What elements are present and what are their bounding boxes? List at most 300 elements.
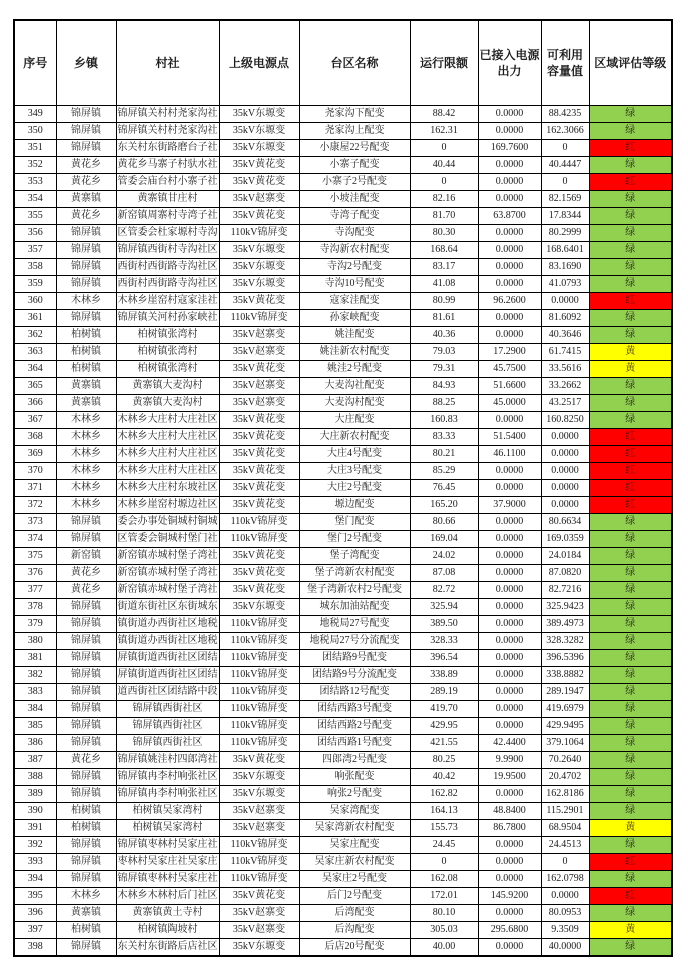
- table-row: [14, 531, 672, 548]
- cell-available-capacity: 9.3509: [541, 922, 589, 939]
- cell-operating-limit: 88.25: [410, 395, 478, 412]
- cell-station-name: 堡门2号配变: [299, 531, 410, 548]
- cell-station-name: 塬边配变: [299, 497, 410, 514]
- cell-upstream-source: 110kV锦屏变: [219, 701, 299, 718]
- cell-available-capacity: 40.0000: [541, 939, 589, 957]
- cell-available-capacity: 40.4447: [541, 157, 589, 174]
- cell-available-capacity: 0: [541, 854, 589, 871]
- cell-upstream-source: 35kV赵寨变: [219, 820, 299, 837]
- cell-village: 屏镇街道西街社区团结: [116, 650, 219, 667]
- cell-station-name: 寇家洼配变: [299, 293, 410, 310]
- cell-available-capacity: 0.0000: [541, 497, 589, 514]
- cell-rating-badge: 红: [589, 174, 672, 191]
- table-row: [14, 310, 672, 327]
- cell-station-name: 地税局27号配变: [299, 616, 410, 633]
- cell-upstream-source: 35kV赵寨变: [219, 905, 299, 922]
- cell-upstream-source: 35kV东塬变: [219, 939, 299, 957]
- cell-rating-badge: 红: [589, 480, 672, 497]
- cell-operating-limit: 84.93: [410, 378, 478, 395]
- cell-available-capacity: 115.2901: [541, 803, 589, 820]
- cell-connected-output: 0.0000: [478, 786, 541, 803]
- cell-available-capacity: 0.0000: [541, 480, 589, 497]
- table-row: [14, 616, 672, 633]
- cell-operating-limit: 162.82: [410, 786, 478, 803]
- cell-available-capacity: 162.3066: [541, 123, 589, 140]
- cell-station-name: 堡子湾新农村配变: [299, 565, 410, 582]
- cell-available-capacity: 389.4973: [541, 616, 589, 633]
- cell-village: 柏树镇张湾村: [116, 344, 219, 361]
- cell-connected-output: 0.0000: [478, 174, 541, 191]
- cell-village: 新窑镇周寨村寺湾子社: [116, 208, 219, 225]
- table-row: [14, 293, 672, 310]
- cell-upstream-source: 35kV黄花变: [219, 497, 299, 514]
- cell-upstream-source: 35kV赵寨变: [219, 344, 299, 361]
- col-header-upstream-source: 上级电源点: [219, 20, 299, 106]
- cell-connected-output: 0.0000: [478, 718, 541, 735]
- cell-station-name: 堡子湾新农村2号配变: [299, 582, 410, 599]
- cell-upstream-source: 35kV赵寨变: [219, 191, 299, 208]
- cell-serial: 395: [14, 888, 56, 905]
- cell-connected-output: 0.0000: [478, 548, 541, 565]
- cell-rating-badge: 绿: [589, 582, 672, 599]
- table-row: [14, 565, 672, 582]
- cell-station-name: 团结西路1号配变: [299, 735, 410, 752]
- cell-rating-badge: 绿: [589, 939, 672, 957]
- cell-available-capacity: 70.2640: [541, 752, 589, 769]
- cell-rating-badge: 绿: [589, 548, 672, 565]
- cell-upstream-source: 35kV东塬变: [219, 259, 299, 276]
- table-row: [14, 820, 672, 837]
- cell-station-name: 大庄配变: [299, 412, 410, 429]
- cell-serial: 391: [14, 820, 56, 837]
- cell-available-capacity: 68.9504: [541, 820, 589, 837]
- cell-serial: 378: [14, 599, 56, 616]
- cell-serial: 380: [14, 633, 56, 650]
- cell-operating-limit: 85.29: [410, 463, 478, 480]
- cell-station-name: 大麦沟村配变: [299, 395, 410, 412]
- cell-rating-badge: 绿: [589, 395, 672, 412]
- cell-township: 锦屏镇: [56, 259, 116, 276]
- cell-available-capacity: 396.5396: [541, 650, 589, 667]
- cell-village: 东关村东街路后店社区: [116, 939, 219, 957]
- cell-rating-badge: 红: [589, 446, 672, 463]
- cell-operating-limit: 80.66: [410, 514, 478, 531]
- cell-available-capacity: 289.1947: [541, 684, 589, 701]
- cell-upstream-source: 110kV锦屏变: [219, 633, 299, 650]
- cell-available-capacity: 33.5616: [541, 361, 589, 378]
- cell-available-capacity: 43.2517: [541, 395, 589, 412]
- cell-operating-limit: 169.04: [410, 531, 478, 548]
- cell-serial: 389: [14, 786, 56, 803]
- cell-station-name: 孙家峡配变: [299, 310, 410, 327]
- cell-village: 锦屏镇西街村寺沟社区: [116, 242, 219, 259]
- cell-upstream-source: 35kV东塬变: [219, 786, 299, 803]
- cell-township: 新窑镇: [56, 548, 116, 565]
- cell-connected-output: 51.5400: [478, 429, 541, 446]
- cell-township: 锦屏镇: [56, 242, 116, 259]
- cell-serial: 360: [14, 293, 56, 310]
- cell-station-name: 吴家湾配变: [299, 803, 410, 820]
- cell-village: 锦屏镇关村村尧家沟社: [116, 123, 219, 140]
- cell-operating-limit: 328.33: [410, 633, 478, 650]
- table-row: [14, 922, 672, 939]
- cell-available-capacity: 80.2999: [541, 225, 589, 242]
- cell-available-capacity: 82.1569: [541, 191, 589, 208]
- cell-township: 锦屏镇: [56, 599, 116, 616]
- cell-operating-limit: 338.89: [410, 667, 478, 684]
- cell-upstream-source: 35kV东塬变: [219, 769, 299, 786]
- cell-village: 木林乡崖窑村寇家洼社: [116, 293, 219, 310]
- cell-station-name: 堡子湾配变: [299, 548, 410, 565]
- table-row: [14, 395, 672, 412]
- cell-rating-badge: 绿: [589, 667, 672, 684]
- cell-serial: 398: [14, 939, 56, 957]
- cell-rating-badge: 绿: [589, 803, 672, 820]
- cell-upstream-source: 35kV黄花变: [219, 157, 299, 174]
- cell-available-capacity: 169.0359: [541, 531, 589, 548]
- cell-station-name: 尧家沟下配变: [299, 106, 410, 123]
- table-row: [14, 854, 672, 871]
- cell-connected-output: 0.0000: [478, 633, 541, 650]
- cell-rating-badge: 绿: [589, 565, 672, 582]
- cell-village: 镇街道办西街社区地税: [116, 633, 219, 650]
- cell-station-name: 吴家庄配变: [299, 837, 410, 854]
- cell-connected-output: 46.1100: [478, 446, 541, 463]
- cell-rating-badge: 绿: [589, 378, 672, 395]
- cell-upstream-source: 35kV东塬变: [219, 140, 299, 157]
- cell-rating-badge: 黄: [589, 344, 672, 361]
- table-row: [14, 888, 672, 905]
- cell-upstream-source: 35kV赵寨变: [219, 378, 299, 395]
- cell-station-name: 吴家庄2号配变: [299, 871, 410, 888]
- cell-connected-output: 96.2600: [478, 293, 541, 310]
- cell-rating-badge: 绿: [589, 633, 672, 650]
- cell-village: 柏树镇张湾村: [116, 361, 219, 378]
- cell-available-capacity: 40.3646: [541, 327, 589, 344]
- cell-rating-badge: 绿: [589, 259, 672, 276]
- cell-operating-limit: 0: [410, 174, 478, 191]
- cell-available-capacity: 83.1690: [541, 259, 589, 276]
- cell-operating-limit: 83.17: [410, 259, 478, 276]
- cell-connected-output: 0.0000: [478, 599, 541, 616]
- cell-village: 木林乡大庄村大庄社区: [116, 446, 219, 463]
- cell-serial: 377: [14, 582, 56, 599]
- col-header-village: 村社: [116, 20, 219, 106]
- cell-township: 锦屏镇: [56, 769, 116, 786]
- cell-upstream-source: 110kV锦屏变: [219, 310, 299, 327]
- cell-connected-output: 0.0000: [478, 582, 541, 599]
- cell-serial: 366: [14, 395, 56, 412]
- capacity-table-sheet: [13, 19, 673, 957]
- cell-serial: 394: [14, 871, 56, 888]
- cell-village: 区管委会铜城村堡门社: [116, 531, 219, 548]
- cell-village: 锦屏镇西街社区: [116, 701, 219, 718]
- cell-serial: 361: [14, 310, 56, 327]
- cell-available-capacity: 82.7216: [541, 582, 589, 599]
- cell-operating-limit: 172.01: [410, 888, 478, 905]
- table-row: [14, 106, 672, 123]
- table-row: [14, 208, 672, 225]
- cell-village: 道西街社区团结路中段: [116, 684, 219, 701]
- cell-township: 锦屏镇: [56, 140, 116, 157]
- cell-upstream-source: 35kV黄花变: [219, 548, 299, 565]
- cell-serial: 363: [14, 344, 56, 361]
- cell-serial: 359: [14, 276, 56, 293]
- cell-village: 镇街道办西街社区地税: [116, 616, 219, 633]
- cell-station-name: 后湾配变: [299, 905, 410, 922]
- cell-upstream-source: 110kV锦屏变: [219, 871, 299, 888]
- cell-upstream-source: 110kV锦屏变: [219, 854, 299, 871]
- table-row: [14, 752, 672, 769]
- cell-available-capacity: 328.3282: [541, 633, 589, 650]
- cell-available-capacity: 0: [541, 140, 589, 157]
- cell-available-capacity: 20.4702: [541, 769, 589, 786]
- cell-operating-limit: 40.00: [410, 939, 478, 957]
- cell-township: 柏树镇: [56, 361, 116, 378]
- cell-serial: 367: [14, 412, 56, 429]
- cell-operating-limit: 396.54: [410, 650, 478, 667]
- cell-township: 柏树镇: [56, 344, 116, 361]
- cell-rating-badge: 绿: [589, 412, 672, 429]
- cell-upstream-source: 35kV东塬变: [219, 242, 299, 259]
- cell-connected-output: 19.9500: [478, 769, 541, 786]
- cell-station-name: 团结西路2号配变: [299, 718, 410, 735]
- cell-township: 柏树镇: [56, 922, 116, 939]
- cell-township: 锦屏镇: [56, 837, 116, 854]
- cell-operating-limit: 79.31: [410, 361, 478, 378]
- cell-township: 锦屏镇: [56, 735, 116, 752]
- table-row: [14, 650, 672, 667]
- cell-station-name: 寺沟配变: [299, 225, 410, 242]
- table-header: [14, 20, 672, 106]
- cell-township: 黄花乡: [56, 565, 116, 582]
- cell-township: 柏树镇: [56, 803, 116, 820]
- cell-station-name: 小康屋22号配变: [299, 140, 410, 157]
- cell-township: 木林乡: [56, 446, 116, 463]
- cell-rating-badge: 红: [589, 463, 672, 480]
- cell-rating-badge: 绿: [589, 871, 672, 888]
- cell-township: 锦屏镇: [56, 854, 116, 871]
- cell-village: 锦屏镇冉李村响张社区: [116, 769, 219, 786]
- col-header-serial: 序号: [14, 20, 56, 106]
- cell-operating-limit: 165.20: [410, 497, 478, 514]
- cell-upstream-source: 35kV黄花变: [219, 888, 299, 905]
- cell-available-capacity: 33.2662: [541, 378, 589, 395]
- cell-upstream-source: 35kV东塬变: [219, 106, 299, 123]
- cell-rating-badge: 黄: [589, 922, 672, 939]
- cell-township: 黄花乡: [56, 208, 116, 225]
- cell-operating-limit: 162.08: [410, 871, 478, 888]
- cell-serial: 376: [14, 565, 56, 582]
- cell-rating-badge: 绿: [589, 514, 672, 531]
- cell-connected-output: 0.0000: [478, 939, 541, 957]
- cell-upstream-source: 110kV锦屏变: [219, 837, 299, 854]
- cell-upstream-source: 35kV黄花变: [219, 361, 299, 378]
- cell-rating-badge: 黄: [589, 820, 672, 837]
- table-row: [14, 140, 672, 157]
- cell-available-capacity: 24.4513: [541, 837, 589, 854]
- cell-operating-limit: 88.42: [410, 106, 478, 123]
- cell-serial: 397: [14, 922, 56, 939]
- cell-connected-output: 0.0000: [478, 463, 541, 480]
- table-row: [14, 327, 672, 344]
- table-row: [14, 599, 672, 616]
- cell-township: 木林乡: [56, 463, 116, 480]
- cell-village: 西街村西街路寺沟社区: [116, 276, 219, 293]
- table-row: [14, 412, 672, 429]
- cell-station-name: 尧家沟上配变: [299, 123, 410, 140]
- cell-available-capacity: 80.6634: [541, 514, 589, 531]
- cell-available-capacity: 168.6401: [541, 242, 589, 259]
- cell-connected-output: 0.0000: [478, 514, 541, 531]
- table-row: [14, 769, 672, 786]
- table-row: [14, 939, 672, 957]
- cell-serial: 352: [14, 157, 56, 174]
- cell-serial: 375: [14, 548, 56, 565]
- cell-rating-badge: 绿: [589, 701, 672, 718]
- table-row: [14, 191, 672, 208]
- cell-serial: 386: [14, 735, 56, 752]
- cell-station-name: 寺沟10号配变: [299, 276, 410, 293]
- cell-station-name: 吴家庄新农村配变: [299, 854, 410, 871]
- cell-operating-limit: 82.16: [410, 191, 478, 208]
- cell-village: 枣林村吴家庄社吴家庄: [116, 854, 219, 871]
- cell-upstream-source: 110kV锦屏变: [219, 514, 299, 531]
- table-row: [14, 463, 672, 480]
- cell-serial: 371: [14, 480, 56, 497]
- cell-upstream-source: 110kV锦屏变: [219, 531, 299, 548]
- cell-township: 黄花乡: [56, 174, 116, 191]
- cell-available-capacity: 17.8344: [541, 208, 589, 225]
- cell-operating-limit: 83.33: [410, 429, 478, 446]
- cell-township: 锦屏镇: [56, 939, 116, 957]
- cell-serial: 364: [14, 361, 56, 378]
- cell-station-name: 响张2号配变: [299, 786, 410, 803]
- cell-connected-output: 0.0000: [478, 616, 541, 633]
- cell-rating-badge: 绿: [589, 157, 672, 174]
- cell-connected-output: 45.7500: [478, 361, 541, 378]
- cell-serial: 370: [14, 463, 56, 480]
- cell-serial: 388: [14, 769, 56, 786]
- cell-rating-badge: 红: [589, 429, 672, 446]
- cell-available-capacity: 379.1064: [541, 735, 589, 752]
- cell-station-name: 姚洼2号配变: [299, 361, 410, 378]
- cell-serial: 373: [14, 514, 56, 531]
- cell-rating-badge: 绿: [589, 327, 672, 344]
- cell-connected-output: 295.6800: [478, 922, 541, 939]
- cell-township: 锦屏镇: [56, 650, 116, 667]
- cell-township: 木林乡: [56, 497, 116, 514]
- cell-upstream-source: 35kV黄花变: [219, 174, 299, 191]
- cell-serial: 396: [14, 905, 56, 922]
- cell-upstream-source: 35kV赵寨变: [219, 922, 299, 939]
- cell-serial: 379: [14, 616, 56, 633]
- cell-connected-output: 0.0000: [478, 412, 541, 429]
- cell-rating-badge: 绿: [589, 837, 672, 854]
- cell-station-name: 寺沟新农村配变: [299, 242, 410, 259]
- col-header-station-name: 台区名称: [299, 20, 410, 106]
- cell-operating-limit: 24.02: [410, 548, 478, 565]
- cell-serial: 351: [14, 140, 56, 157]
- cell-station-name: 后沟配变: [299, 922, 410, 939]
- cell-rating-badge: 绿: [589, 769, 672, 786]
- cell-station-name: 团结路12号配变: [299, 684, 410, 701]
- cell-station-name: 小坡洼配变: [299, 191, 410, 208]
- cell-rating-badge: 绿: [589, 735, 672, 752]
- cell-rating-badge: 绿: [589, 191, 672, 208]
- cell-connected-output: 0.0000: [478, 531, 541, 548]
- cell-connected-output: 45.0000: [478, 395, 541, 412]
- cell-upstream-source: 35kV东塬变: [219, 599, 299, 616]
- cell-available-capacity: 0.0000: [541, 429, 589, 446]
- cell-township: 锦屏镇: [56, 871, 116, 888]
- cell-rating-badge: 红: [589, 497, 672, 514]
- cell-township: 柏树镇: [56, 820, 116, 837]
- cell-village: 锦屏镇关村村尧家沟社: [116, 106, 219, 123]
- table-row: [14, 667, 672, 684]
- cell-upstream-source: 110kV锦屏变: [219, 735, 299, 752]
- cell-available-capacity: 325.9423: [541, 599, 589, 616]
- cell-connected-output: 0.0000: [478, 242, 541, 259]
- table-row: [14, 242, 672, 259]
- cell-operating-limit: 325.94: [410, 599, 478, 616]
- col-header-connected-output: 已接入电源出力: [478, 20, 541, 106]
- cell-village: 木林乡大庄村大庄社区: [116, 463, 219, 480]
- cell-available-capacity: 338.8882: [541, 667, 589, 684]
- capacity-evaluation-table: [13, 19, 673, 957]
- cell-serial: 355: [14, 208, 56, 225]
- cell-available-capacity: 0.0000: [541, 446, 589, 463]
- cell-township: 木林乡: [56, 429, 116, 446]
- cell-station-name: 大庄2号配变: [299, 480, 410, 497]
- cell-village: 柏树镇吴家湾村: [116, 820, 219, 837]
- cell-serial: 349: [14, 106, 56, 123]
- cell-connected-output: 9.9900: [478, 752, 541, 769]
- cell-serial: 382: [14, 667, 56, 684]
- cell-upstream-source: 35kV赵寨变: [219, 327, 299, 344]
- cell-rating-badge: 绿: [589, 106, 672, 123]
- cell-operating-limit: 24.45: [410, 837, 478, 854]
- table-row: [14, 259, 672, 276]
- cell-village: 屏镇街道西街社区团结: [116, 667, 219, 684]
- cell-available-capacity: 24.0184: [541, 548, 589, 565]
- cell-operating-limit: 81.61: [410, 310, 478, 327]
- cell-upstream-source: 110kV锦屏变: [219, 616, 299, 633]
- cell-serial: 393: [14, 854, 56, 871]
- cell-township: 锦屏镇: [56, 718, 116, 735]
- cell-village: 柏树镇吴家湾村: [116, 803, 219, 820]
- cell-village: 柏树镇陶坡村: [116, 922, 219, 939]
- cell-serial: 372: [14, 497, 56, 514]
- cell-village: 黄寨镇黄土寺村: [116, 905, 219, 922]
- cell-connected-output: 0.0000: [478, 871, 541, 888]
- cell-station-name: 姚洼配变: [299, 327, 410, 344]
- cell-station-name: 后门2号配变: [299, 888, 410, 905]
- cell-serial: 357: [14, 242, 56, 259]
- table-row: [14, 361, 672, 378]
- table-row: [14, 446, 672, 463]
- cell-available-capacity: 88.4235: [541, 106, 589, 123]
- cell-operating-limit: 0: [410, 140, 478, 157]
- cell-station-name: 团结西路3号配变: [299, 701, 410, 718]
- cell-upstream-source: 35kV黄花变: [219, 565, 299, 582]
- cell-connected-output: 0.0000: [478, 701, 541, 718]
- cell-operating-limit: 160.83: [410, 412, 478, 429]
- cell-township: 锦屏镇: [56, 684, 116, 701]
- cell-village: 木林乡大庄村大庄社区: [116, 429, 219, 446]
- cell-township: 锦屏镇: [56, 106, 116, 123]
- cell-operating-limit: 168.64: [410, 242, 478, 259]
